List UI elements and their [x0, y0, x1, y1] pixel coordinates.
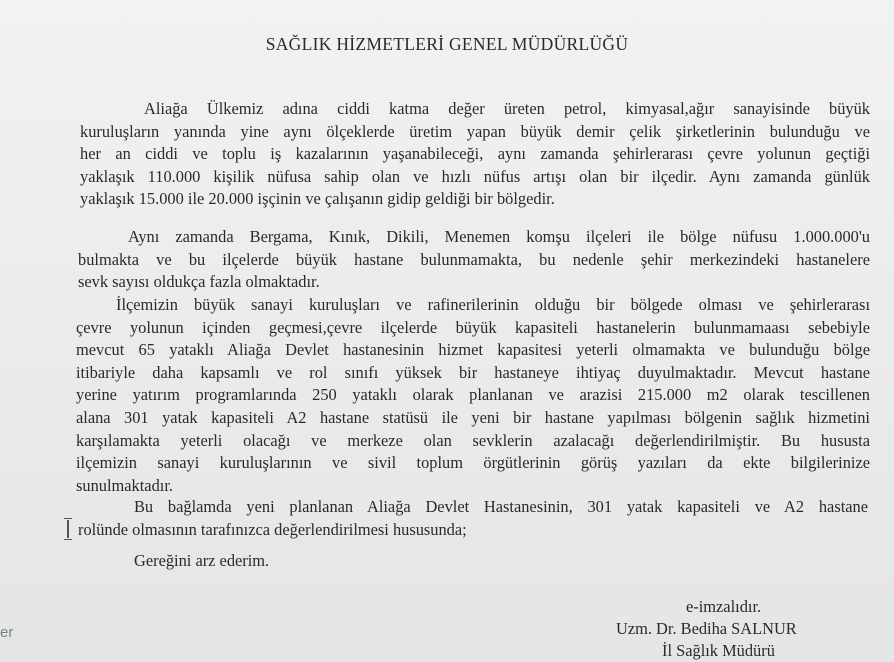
paragraph-2 — [78, 226, 870, 294]
text-line: itibariyle daha kapsamlı ve rol sınıfı yüksek bir hastaneye ihtiyaç duyulmaktadır. Mevcut hastane — [76, 362, 870, 382]
text-line: çevre yolunun içinden geçmesi,çevre ilçelerde büyük kapasiteli hastanelerin bulunmamaası sebebiyle — [76, 317, 870, 337]
signature-role: İl Sağlık Müdürü — [662, 641, 775, 660]
paragraph-4 — [78, 496, 868, 541]
text-line: karşılamakta yeterli olacağı ve merkeze olan sevklerin azalacağı değerlendirilmiştir. Bu hususta — [76, 430, 870, 450]
text-line: sevk sayısı oldukça fazla olmaktadır. — [78, 272, 320, 292]
edge-fragment-text: er — [0, 624, 14, 641]
text-line: Aynı zamanda Bergama, Kınık, Dikili, Menemen komşu ilçeleri ile bölge nüfusu 1.000.000'u — [128, 227, 870, 246]
paragraph-3 — [76, 294, 870, 497]
text-line: yerine yatırım programlarında 250 yataklı olarak planlanan ve arazisi 215.000 m2 olarak tescillenen — [76, 385, 870, 405]
text-line: alana 301 yatak kapasiteli A2 hastane statüsü ile yeni bir hastane yapılması bölgenin sağlık hizmetini — [76, 407, 870, 427]
text-line: sunulmaktadır. — [76, 475, 173, 495]
document-title: SAĞLIK HİZMETLERİ GENEL MÜDÜRLÜĞÜ — [265, 34, 629, 54]
text-line: İlçemizin büyük sanayi kuruluşları ve rafinerilerinin olduğu bir bölgede olması ve şehirlerarası — [116, 295, 870, 314]
signature-status: e-imzalıdır. — [686, 597, 762, 616]
closing-text: Gereğini arz ederim. — [134, 551, 270, 570]
text-line: ilçemizin sanayi kuruluşlarının ve sivil toplum örgütlerinin görüş yazıları da ekte bilgilerinize — [76, 453, 870, 473]
text-line: yaklaşık 110.000 kişilik nüfusa sahip olan ve hızlı nüfus artışı olan bir ilçedir. Aynı zamanda günlük — [80, 166, 870, 186]
paragraph-1 — [80, 98, 870, 211]
text-line: yaklaşık 15.000 ile 20.000 işçinin ve çalışanın gidip geldiği bir bölgedir. — [80, 189, 555, 209]
text-line: her an ciddi ve toplu iş kazalarının yaşanabileceği, aynı zamanda şehirlerarası çevre yolunun geçtiği — [80, 144, 870, 164]
text-line: Bu bağlamda yeni planlanan Aliağa Devlet Hastanesinin, 301 yatak kapasiteli ve A2 hastane — [134, 497, 868, 516]
text-line: mevcut 65 yataklı Aliağa Devlet hastanesinin hizmet kapasitesi yeterli olmamakta ve bulunduğu bölge — [76, 340, 870, 360]
signature-name: Uzm. Dr. Bediha SALNUR — [616, 619, 797, 638]
text-line: Aliağa Ülkemiz adına ciddi katma değer üreten petrol, kimyasal,ağır sanayisinde büyük — [144, 99, 870, 118]
text-line: kuruluşların yanında yine aynı ölçeklerde üretim yapan büyük demir çelik şirketlerinin bulunduğu ve — [80, 121, 870, 141]
text-cursor-icon — [64, 518, 72, 540]
text-line: rolünde olmasının tarafınızca değerlendirilmesi hususunda; — [78, 519, 467, 539]
text-line: bulmakta ve bu ilçelerde büyük hastane bulunmamakta, bu nedenle şehir merkezindeki hastanelere — [78, 249, 870, 269]
